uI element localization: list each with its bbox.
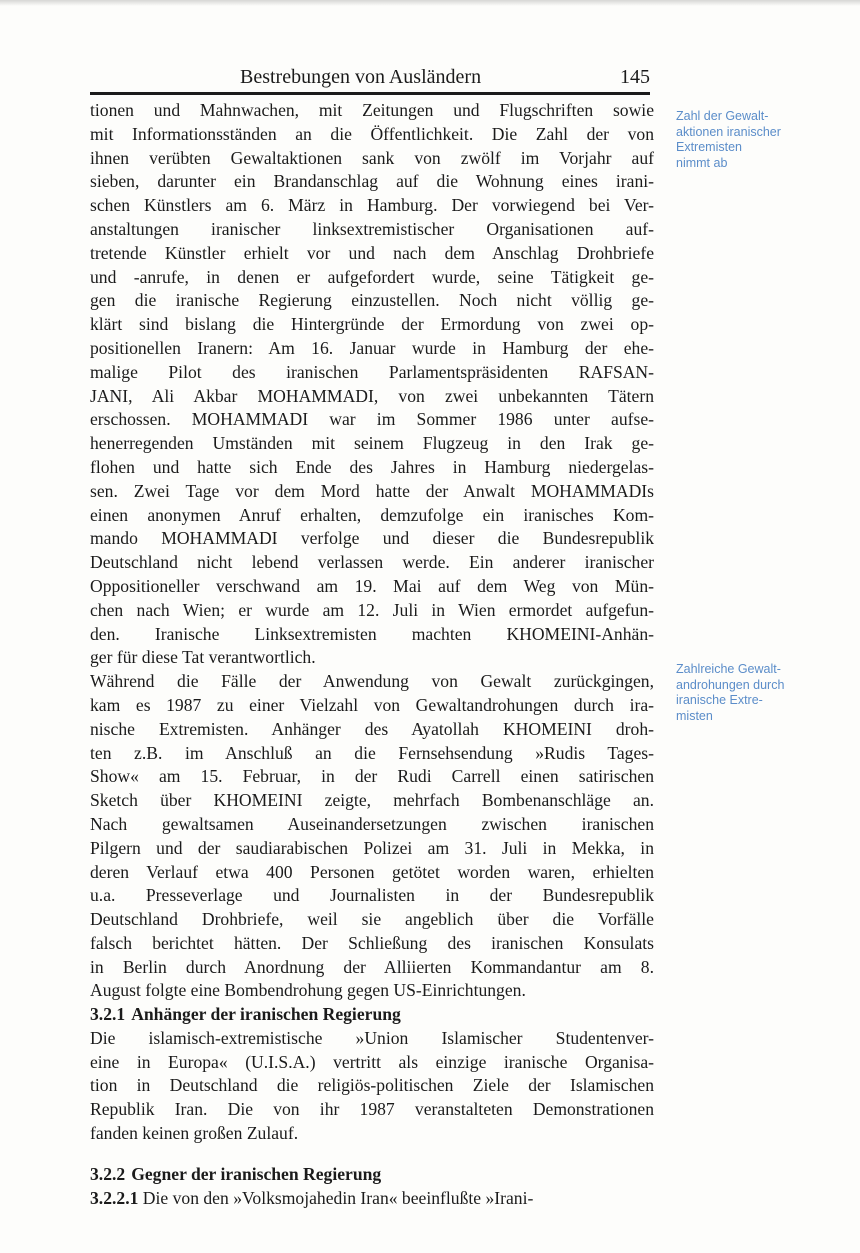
text-line: erschossen. MOHAMMADI war im Sommer 1986 unter aufse- xyxy=(90,409,654,430)
text-line: den. Iranische Linksextremisten machten KHOMEINI-Anhän- xyxy=(90,623,654,644)
text-line: anstaltungen iranischer linksextremistischer Organisationen auf- xyxy=(90,218,654,239)
text-line: mando MOHAMMADI verfolge und dieser die Bundesrepublik xyxy=(90,528,654,549)
text-line: JANI, Ali Akbar MOHAMMADI, von zwei unbekannten Tätern xyxy=(90,385,654,406)
text-line: ger für diese Tat verantwortlich. xyxy=(90,647,316,668)
text-line: Während die Fälle der Anwendung von Gewalt zurückgingen, xyxy=(90,671,654,692)
text-line: mit Informationsständen an die Öffentlichkeit. Die Zahl der von xyxy=(90,123,654,144)
text-line: Pilgern und der saudiarabischen Polizei am 31. Juli in Mekka, in xyxy=(90,837,654,858)
margin-note-line: misten xyxy=(676,708,713,723)
section-3-2-1 xyxy=(90,1003,654,1146)
scan-edge xyxy=(0,0,860,6)
section-title: Anhänger der iranischen Regierung xyxy=(131,1004,401,1024)
running-title: Bestrebungen von Ausländern xyxy=(240,66,482,88)
text-line: sen. Zwei Tage vor dem Mord hatte der Anwalt MOHAMMADIs xyxy=(90,480,654,501)
subsection-number: 3.2.2.1 xyxy=(90,1187,139,1208)
margin-note-line: aktionen iranischer xyxy=(676,124,781,139)
body-text xyxy=(90,99,654,1003)
margin-note-line: Zahlreiche Gewalt- xyxy=(676,662,781,676)
section-title: Gegner der iranischen Regierung xyxy=(131,1164,382,1184)
text-line: Sketch über KHOMEINI zeigte, mehrfach Bombenanschläge an. xyxy=(90,790,654,811)
text-line: nische Extremisten. Anhänger des Ayatollah KHOMEINI droh- xyxy=(90,718,654,739)
section-number: 3.2.2 xyxy=(90,1164,126,1184)
text-line: Republik Iran. Die von ihr 1987 veranstalteten Demonstrationen xyxy=(90,1099,654,1120)
text-line: kam es 1987 zu einer Vielzahl von Gewaltandrohungen durch ira- xyxy=(90,694,654,715)
text-line: sieben, darunter ein Brandanschlag auf die Wohnung eines irani- xyxy=(90,171,654,192)
margin-note-threats xyxy=(676,662,836,724)
text-line: ihnen verübten Gewaltaktionen sank von zwölf im Vorjahr auf xyxy=(90,147,654,168)
subsection-line xyxy=(90,1187,654,1211)
text-line: falsch berichtet hätten. Der Schließung des iranischen Konsulats xyxy=(90,932,654,953)
text-line: tionen und Mahnwachen, mit Zeitungen und Flugschriften sowie xyxy=(90,100,654,120)
text-line: chen nach Wien; er wurde am 12. Juli in Wien ermordet aufgefun- xyxy=(90,599,654,620)
section-heading xyxy=(90,1163,654,1187)
margin-note-line: nimmt ab xyxy=(676,155,728,170)
text-line: deren Verlauf etwa 400 Personen getötet worden waren, erhielten xyxy=(90,861,654,882)
section-3-2-2 xyxy=(90,1163,654,1211)
subsection-text: Die von den »Volksmojahedin Iran« beeinflußte »Irani- xyxy=(142,1187,534,1208)
text-line: eine in Europa« (U.I.S.A.) vertritt als einzige iranische Organisa- xyxy=(90,1051,654,1072)
margin-note-line: Zahl der Gewalt- xyxy=(676,109,769,123)
text-line: flohen und hatte sich Ende des Jahres in Hamburg niedergelas- xyxy=(90,456,654,477)
section-number: 3.2.1 xyxy=(90,1004,126,1024)
margin-note-line: Extremisten xyxy=(676,140,742,154)
text-line: fanden keinen großen Zulauf. xyxy=(90,1122,299,1143)
text-line: schen Künstlers am 6. März in Hamburg. Der vorwiegend bei Ver- xyxy=(90,195,654,216)
text-line: in Berlin durch Anordnung der Alliierten Kommandantur am 8. xyxy=(90,956,654,977)
text-line: ten z.B. im Anschluß an die Fernsehsendung »Rudis Tages- xyxy=(90,742,654,763)
text-line: Deutschland nicht lebend verlassen werde. Ein anderer iranischer xyxy=(90,552,654,573)
text-line: August folgte eine Bombendrohung gegen US-Einrichtungen. xyxy=(90,980,526,1001)
text-line: tretende Künstler erhielt vor und nach dem Anschlag Drohbriefe xyxy=(90,242,654,263)
page-header xyxy=(90,66,650,94)
text-line: Show« am 15. Februar, in der Rudi Carrell einen satirischen xyxy=(90,766,654,787)
text-line: Nach gewaltsamen Auseinandersetzungen zwischen iranischen xyxy=(90,813,654,834)
text-line: klärt sind bislang die Hintergründe der Ermordung von zwei op- xyxy=(90,314,654,335)
text-line: henerregenden Umständen mit seinem Flugzeug in den Irak ge- xyxy=(90,433,654,454)
text-line: Oppositioneller verschwand am 19. Mai auf dem Weg von Mün- xyxy=(90,575,654,596)
text-line: positionellen Iranern: Am 16. Januar wurde in Hamburg der ehe- xyxy=(90,337,654,358)
text-line: und -anrufe, in denen er aufgefordert wurde, seine Tätigkeit ge- xyxy=(90,266,654,287)
text-line: Die islamisch-extremistische »Union Islamischer Studentenver- xyxy=(90,1027,654,1048)
section-heading xyxy=(90,1003,654,1027)
text-line: einen anonymen Anruf erhalten, demzufolge ein iranisches Kom- xyxy=(90,504,654,525)
header-rule xyxy=(90,92,650,95)
text-line: gen die iranische Regierung einzustellen. Noch nicht völlig ge- xyxy=(90,290,654,311)
margin-note-violence-decline xyxy=(676,109,836,171)
text-line: u.a. Presseverlage und Journalisten in der Bundesrepublik xyxy=(90,885,654,906)
margin-note-line: androhungen durch xyxy=(676,677,785,692)
text-line: malige Pilot des iranischen Parlamentspräsidenten RAFSAN- xyxy=(90,361,654,382)
text-line: Deutschland Drohbriefe, weil sie angeblich über die Vorfälle xyxy=(90,909,654,930)
page-number: 145 xyxy=(620,66,650,88)
section-body xyxy=(90,1027,654,1146)
text-line: tion in Deutschland die religiös-politischen Ziele der Islamischen xyxy=(90,1075,654,1096)
margin-note-line: iranische Extre- xyxy=(676,693,763,707)
